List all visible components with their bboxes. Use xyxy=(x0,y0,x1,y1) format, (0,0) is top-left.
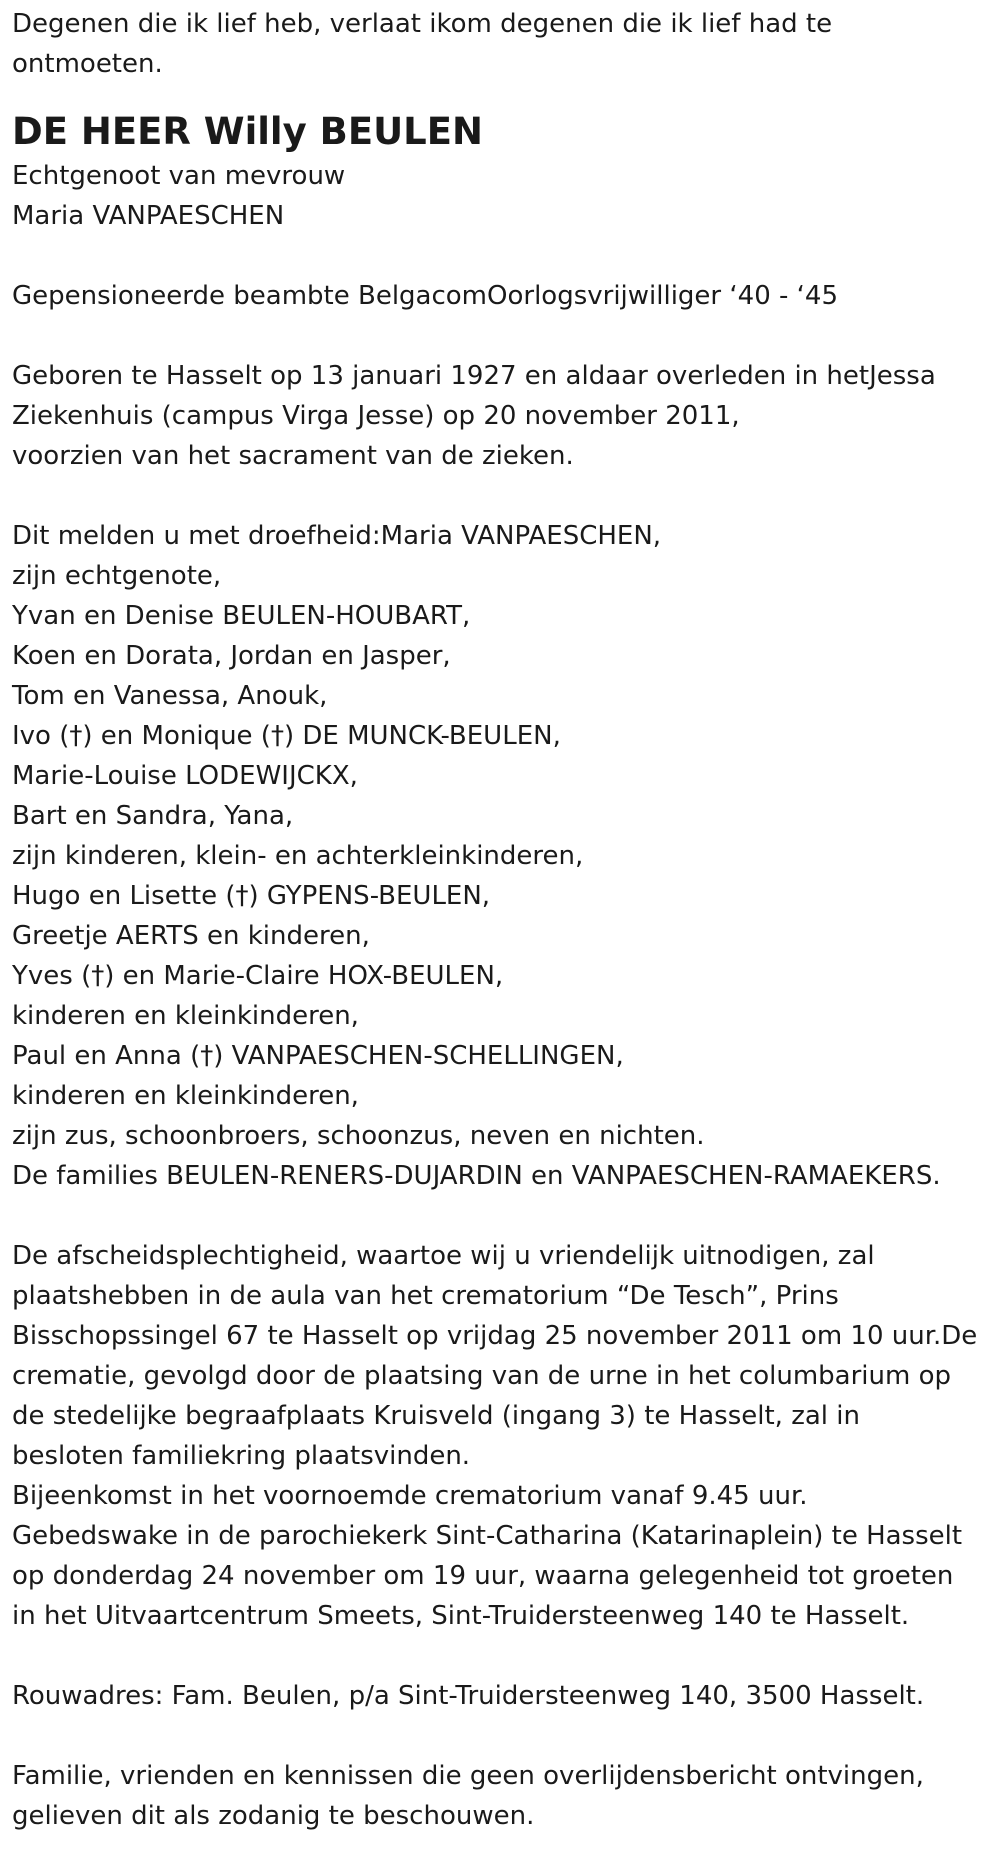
text-line: Bisschopssingel 67 te Hasselt op vrijdag 25 november 2011 om 10 uur.De xyxy=(12,1321,978,1351)
text-line: Echtgenoot van mevrouw xyxy=(12,161,346,191)
spouse-info xyxy=(12,156,988,236)
text-line: Gebedswake in de parochiekerk Sint-Catharina (Katarinaplein) te Hasselt xyxy=(12,1521,963,1551)
mourning-address: Rouwadres: Fam. Beulen, p/a Sint-Truidersteenweg 140, 3500 Hasselt. xyxy=(12,1681,925,1711)
text-line: Degenen die ik lief heb, verlaat ikom degenen die ik lief had te xyxy=(12,9,833,39)
family-line: zijn zus, schoonbroers, schoonzus, neven en nichten. xyxy=(12,1121,705,1151)
text-line: ontmoeten. xyxy=(12,49,163,79)
family-line: Yvan en Denise BEULEN-HOUBART, xyxy=(12,601,471,631)
text-line: besloten familiekring plaatsvinden. xyxy=(12,1441,471,1471)
text-line: op donderdag 24 november om 19 uur, waarna gelegenheid tot groeten xyxy=(12,1561,954,1591)
birth-death-info xyxy=(12,356,988,476)
closing-note xyxy=(12,1756,988,1836)
text-line: voorzien van het sacrament van de zieken. xyxy=(12,441,574,471)
text-line: de stedelijke begraafplaats Kruisveld (ingang 3) te Hasselt, zal in xyxy=(12,1401,860,1431)
text-line: De afscheidsplechtigheid, waartoe wij u vriendelijk uitnodigen, zal xyxy=(12,1241,875,1271)
family-line: Bart en Sandra, Yana, xyxy=(12,801,294,831)
text-line: Maria VANPAESCHEN xyxy=(12,201,285,231)
intro-quote xyxy=(12,4,988,84)
text-line: plaatshebben in de aula van het crematorium “De Tesch”, Prins xyxy=(12,1281,839,1311)
family-line: kinderen en kleinkinderen, xyxy=(12,1001,359,1031)
text-line: Bijeenkomst in het voornoemde crematorium vanaf 9.45 uur. xyxy=(12,1481,808,1511)
text-line: in het Uitvaartcentrum Smeets, Sint-Truidersteenweg 140 te Hasselt. xyxy=(12,1601,910,1631)
text-line: Geboren te Hasselt op 13 januari 1927 en aldaar overleden in hetJessa xyxy=(12,361,936,391)
text-line: gelieven dit als zodanig te beschouwen. xyxy=(12,1801,535,1831)
occupation: Gepensioneerde beambte BelgacomOorlogsvrijwilliger ‘40 - ‘45 xyxy=(12,281,838,311)
family-line: Greetje AERTS en kinderen, xyxy=(12,921,370,951)
family-line: Marie-Louise LODEWIJCKX, xyxy=(12,761,358,791)
ceremony-info xyxy=(12,1236,988,1636)
text-line: Familie, vrienden en kennissen die geen overlijdensbericht ontvingen, xyxy=(12,1761,924,1791)
family-line: Koen en Dorata, Jordan en Jasper, xyxy=(12,641,451,671)
family-line: Ivo (†) en Monique (†) DE MUNCK-BEULEN, xyxy=(12,721,561,751)
family-line: zijn echtgenote, xyxy=(12,561,222,591)
family-line: Paul en Anna (†) VANPAESCHEN-SCHELLINGEN, xyxy=(12,1041,624,1071)
family-line: Dit melden u met droefheid:Maria VANPAESCHEN, xyxy=(12,521,662,551)
family-list xyxy=(12,516,988,1196)
family-line: Yves (†) en Marie-Claire HOX-BEULEN, xyxy=(12,961,504,991)
family-line: De families BEULEN-RENERS-DUJARDIN en VANPAESCHEN-RAMAEKERS. xyxy=(12,1161,941,1191)
deceased-name: DE HEER Willy BEULEN xyxy=(12,110,483,153)
family-line: kinderen en kleinkinderen, xyxy=(12,1081,359,1111)
text-line: Ziekenhuis (campus Virga Jesse) op 20 november 2011, xyxy=(12,401,740,431)
text-line: crematie, gevolgd door de plaatsing van de urne in het columbarium op xyxy=(12,1361,951,1391)
family-line: Hugo en Lisette (†) GYPENS-BEULEN, xyxy=(12,881,491,911)
family-line: zijn kinderen, klein- en achterkleinkinderen, xyxy=(12,841,584,871)
family-line: Tom en Vanessa, Anouk, xyxy=(12,681,328,711)
